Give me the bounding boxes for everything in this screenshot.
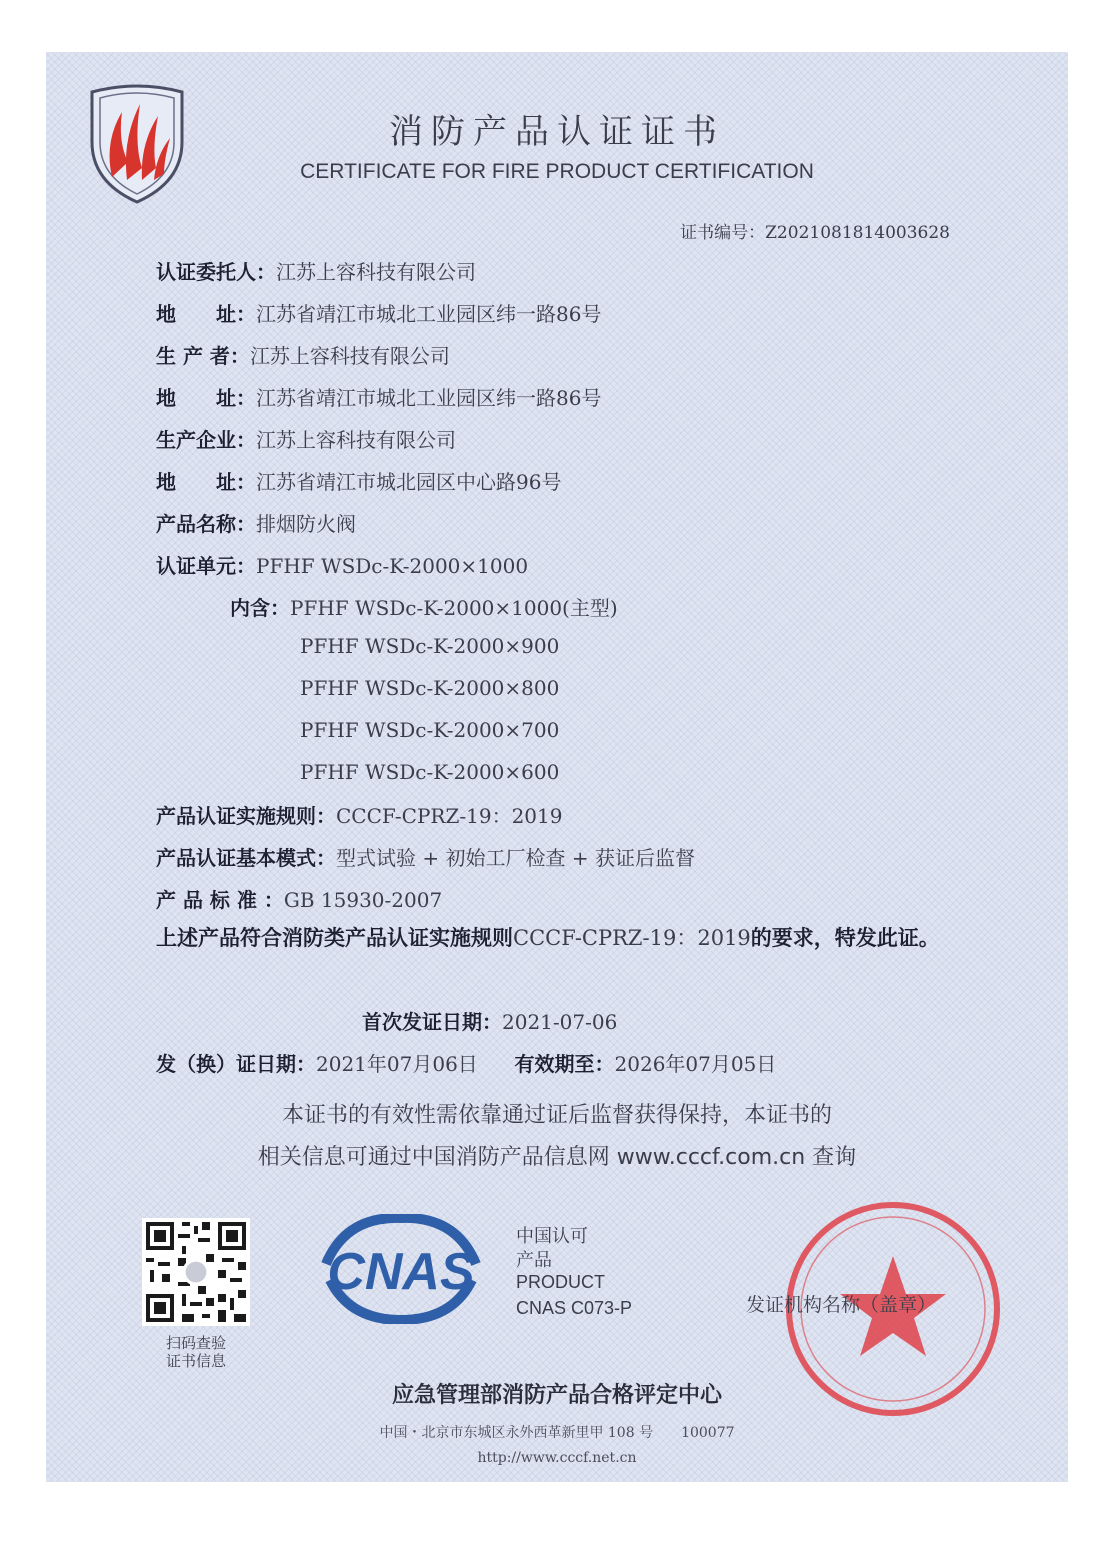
organization-address: 中国・北京市东城区永外西革新里甲 108 号 100077: [379, 1425, 735, 1441]
cnas-line1: 中国认可: [516, 1226, 588, 1246]
qr-caption-line1: 扫码查验: [165, 1334, 226, 1352]
cert-unit-row: [156, 550, 528, 580]
certificate-title: 消防产品认证证书: [389, 112, 725, 152]
cnas-logo-icon: [316, 1214, 486, 1324]
issue-date-value: 2021年07月06日: [316, 1052, 478, 1076]
cert-unit-label: 认证单元：: [156, 554, 256, 578]
qr-caption-line2: 证书信息: [165, 1352, 226, 1370]
client-address-value: 江苏省靖江市城北工业园区纬一路86号: [256, 302, 602, 326]
contains-item: PFHF WSDc-K-2000×800: [300, 676, 560, 700]
issue-date-row: [156, 1048, 776, 1078]
factory-row: [156, 424, 456, 454]
factory-address-row: [156, 466, 561, 496]
statement-rule: CCCF-CPRZ-19：2019: [513, 926, 751, 950]
certificate-subtitle: CERTIFICATE FOR FIRE PRODUCT CERTIFICATION: [300, 160, 814, 183]
standard-row: [156, 884, 442, 914]
issue-date-label: 发（换）证日期：: [156, 1052, 316, 1076]
producer-label: 生 产 者：: [156, 344, 250, 368]
contains-item: PFHF WSDc-K-2000×600: [300, 760, 560, 784]
producer-value: 江苏上容科技有限公司: [249, 344, 450, 368]
client-label: 认证委托人：: [156, 260, 276, 284]
cnas-line3: PRODUCT: [516, 1272, 605, 1292]
factory-address-value: 江苏省靖江市城北园区中心路96号: [256, 470, 562, 494]
client-address-row: [156, 298, 601, 328]
contains-item: PFHF WSDc-K-2000×900: [300, 634, 560, 658]
client-value: 江苏上容科技有限公司: [276, 260, 476, 284]
validity-note-line1: 本证书的有效性需依靠通过证后监督获得保持，本证书的: [281, 1103, 832, 1128]
client-address-label: 地 址：: [156, 302, 256, 326]
rule-value: CCCF-CPRZ-19：2019: [336, 804, 563, 828]
issuing-organization: 应急管理部消防产品合格评定中心: [391, 1383, 722, 1408]
statement-part2: 的要求，特发此证。: [750, 926, 940, 950]
producer-address-value: 江苏省靖江市城北工业园区纬一路86号: [256, 386, 602, 410]
client-row: [156, 256, 476, 286]
factory-address-label: 地 址：: [156, 470, 256, 494]
contains-item: PFHF WSDc-K-2000×1000(主型): [290, 596, 618, 620]
cnas-logo-text: CNAS: [327, 1243, 475, 1301]
mode-value: 型式试验 + 初始工厂检查 + 获证后监督: [336, 846, 695, 870]
rule-row: [156, 800, 562, 830]
producer-row: [156, 340, 450, 370]
first-issue-label: 首次发证日期：: [362, 1010, 502, 1034]
standard-value: GB 15930-2007: [283, 888, 443, 912]
mode-row: [156, 842, 695, 872]
certificate-number-label: 证书编号：: [680, 223, 766, 243]
producer-address-row: [156, 382, 601, 412]
product-name-row: [156, 508, 356, 538]
certificate-number-value: Z2021081814003628: [765, 223, 950, 243]
first-issue-value: 2021-07-06: [502, 1010, 618, 1034]
product-name-label: 产品名称：: [156, 512, 256, 536]
certificate-number: [680, 218, 950, 243]
factory-value: 江苏上容科技有限公司: [256, 428, 456, 452]
qr-code-icon[interactable]: [142, 1218, 250, 1326]
cnas-line4: CNAS C073-P: [516, 1298, 633, 1318]
valid-until-label: 有效期至：: [514, 1052, 615, 1076]
contains-row: [230, 592, 618, 622]
statement-part1: 上述产品符合消防类产品认证实施规则: [156, 926, 513, 950]
cnas-line2: 产品: [516, 1250, 552, 1270]
mode-label: 产品认证基本模式：: [156, 846, 336, 870]
first-issue-row: [362, 1006, 617, 1036]
issuer-label: 发证机构名称（盖章）: [746, 1294, 937, 1316]
producer-address-label: 地 址：: [156, 386, 256, 410]
organization-url[interactable]: http://www.cccf.net.cn: [477, 1450, 637, 1466]
cert-unit-value: PFHF WSDc-K-2000×1000: [256, 554, 529, 578]
certificate-sheet: [46, 52, 1068, 1482]
contains-item: PFHF WSDc-K-2000×700: [300, 718, 560, 742]
rule-label: 产品认证实施规则：: [156, 804, 336, 828]
valid-until-value: 2026年07月05日: [614, 1052, 777, 1076]
product-name-value: 排烟防火阀: [256, 512, 356, 536]
standard-label: 产 品 标 准 ：: [156, 888, 284, 912]
contains-label: 内含：: [230, 596, 290, 620]
validity-note-line2: 相关信息可通过中国消防产品信息网 www.cccf.com.cn 查询: [257, 1145, 857, 1170]
factory-label: 生产企业：: [156, 428, 256, 452]
compliance-statement: [156, 916, 976, 960]
